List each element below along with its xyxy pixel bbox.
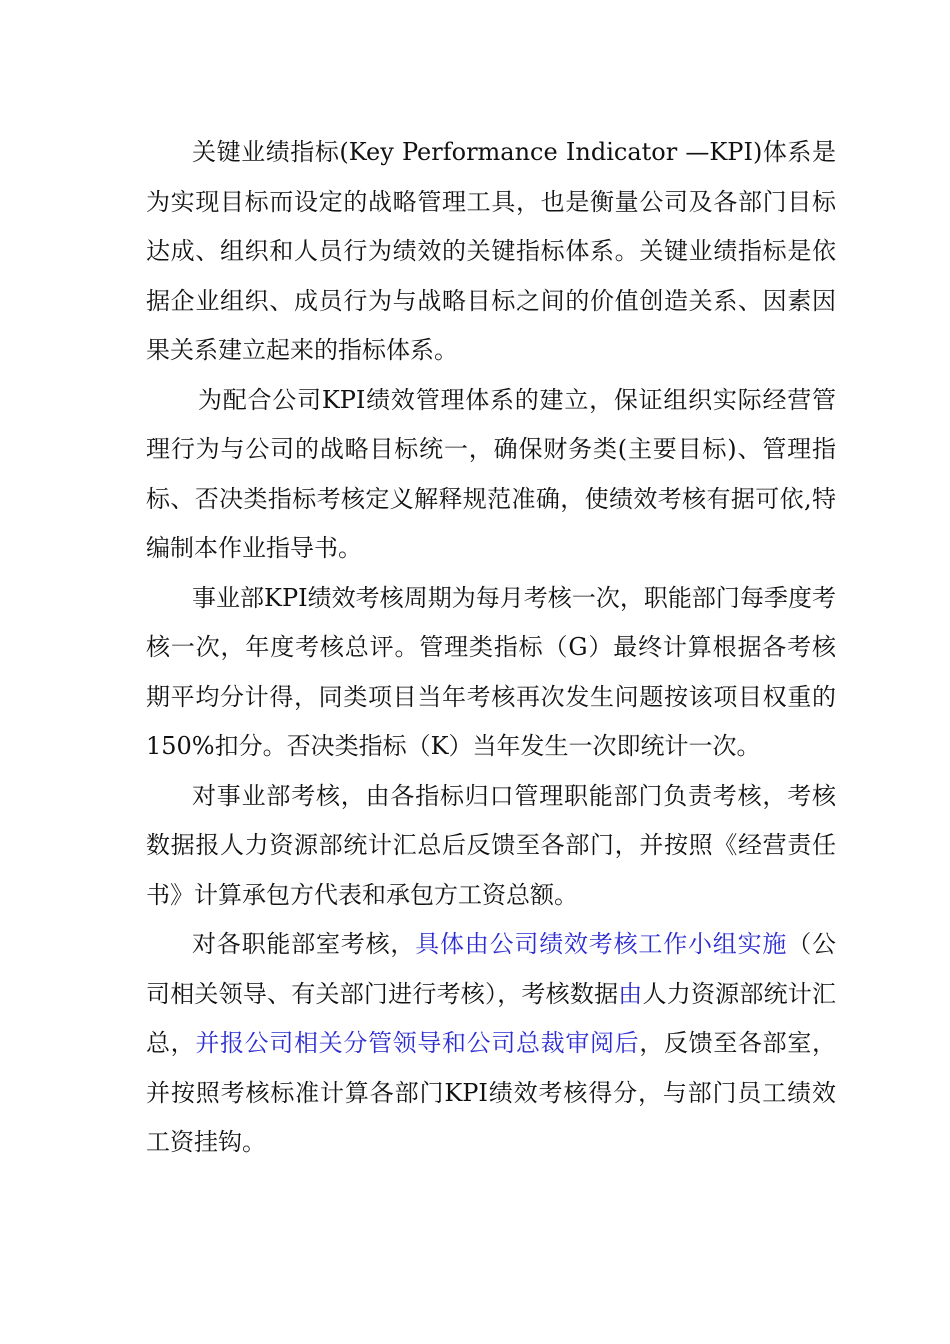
paragraph-assessment-cycle: 事业部KPI绩效考核周期为每月考核一次，职能部门每季度考核一次，年度考核总评。管理类指标（G）最终计算根据各考核期平均分计得，同类项目当年考核再次发生问题按该项目权重的150%扣分。否决类指标（K）当年发生一次即统计一次。: [146, 583, 836, 760]
text-segment: （公司相关领导、有关部门进行考核），考核数据: [146, 930, 837, 1008]
paragraph-purpose: 为配合公司KPI绩效管理体系的建立，保证组织实际经营管理行为与公司的战略目标统一，确保财务类(主要目标)、管理指标、否决类指标考核定义解释规范准确，使绩效考核有据可依,特编制本作业指导书。: [146, 385, 836, 562]
text-segment: ，反馈至各部室，并按照考核标准计算各部门KPI绩效考核得分，与部门员工绩效工资挂钩。: [146, 1029, 837, 1156]
paragraph-kpi-definition: 关键业绩指标(Key Performance Indicator —KPI)体系是为实现目标而设定的战略管理工具，也是衡量公司及各部门目标达成、组织和人员行为绩效的关键指标体系。关键业绩指标是依据企业组织、成员行为与战略目标之间的价值创造关系、因素因果关系建立起来的指标体系。: [146, 138, 836, 364]
highlighted-text-segment: 由: [618, 979, 643, 1008]
paragraph-functional-assessment: [146, 920, 836, 1168]
text-segment: 对各职能部室考核，: [192, 930, 416, 958]
highlighted-text-segment: 并报公司相关分管领导和公司总裁审阅后: [195, 1029, 640, 1057]
paragraph-division-assessment: 对事业部考核，由各指标归口管理职能部门负责考核，考核数据报人力资源部统计汇总后反馈至各部门，并按照《经营责任书》计算承包方代表和承包方工资总额。: [146, 781, 836, 909]
document-body: [146, 128, 836, 1168]
highlighted-text-segment: 具体由公司绩效考核工作小组实施: [415, 930, 788, 958]
text-segment: 人力资源部统计汇总，: [146, 979, 837, 1057]
